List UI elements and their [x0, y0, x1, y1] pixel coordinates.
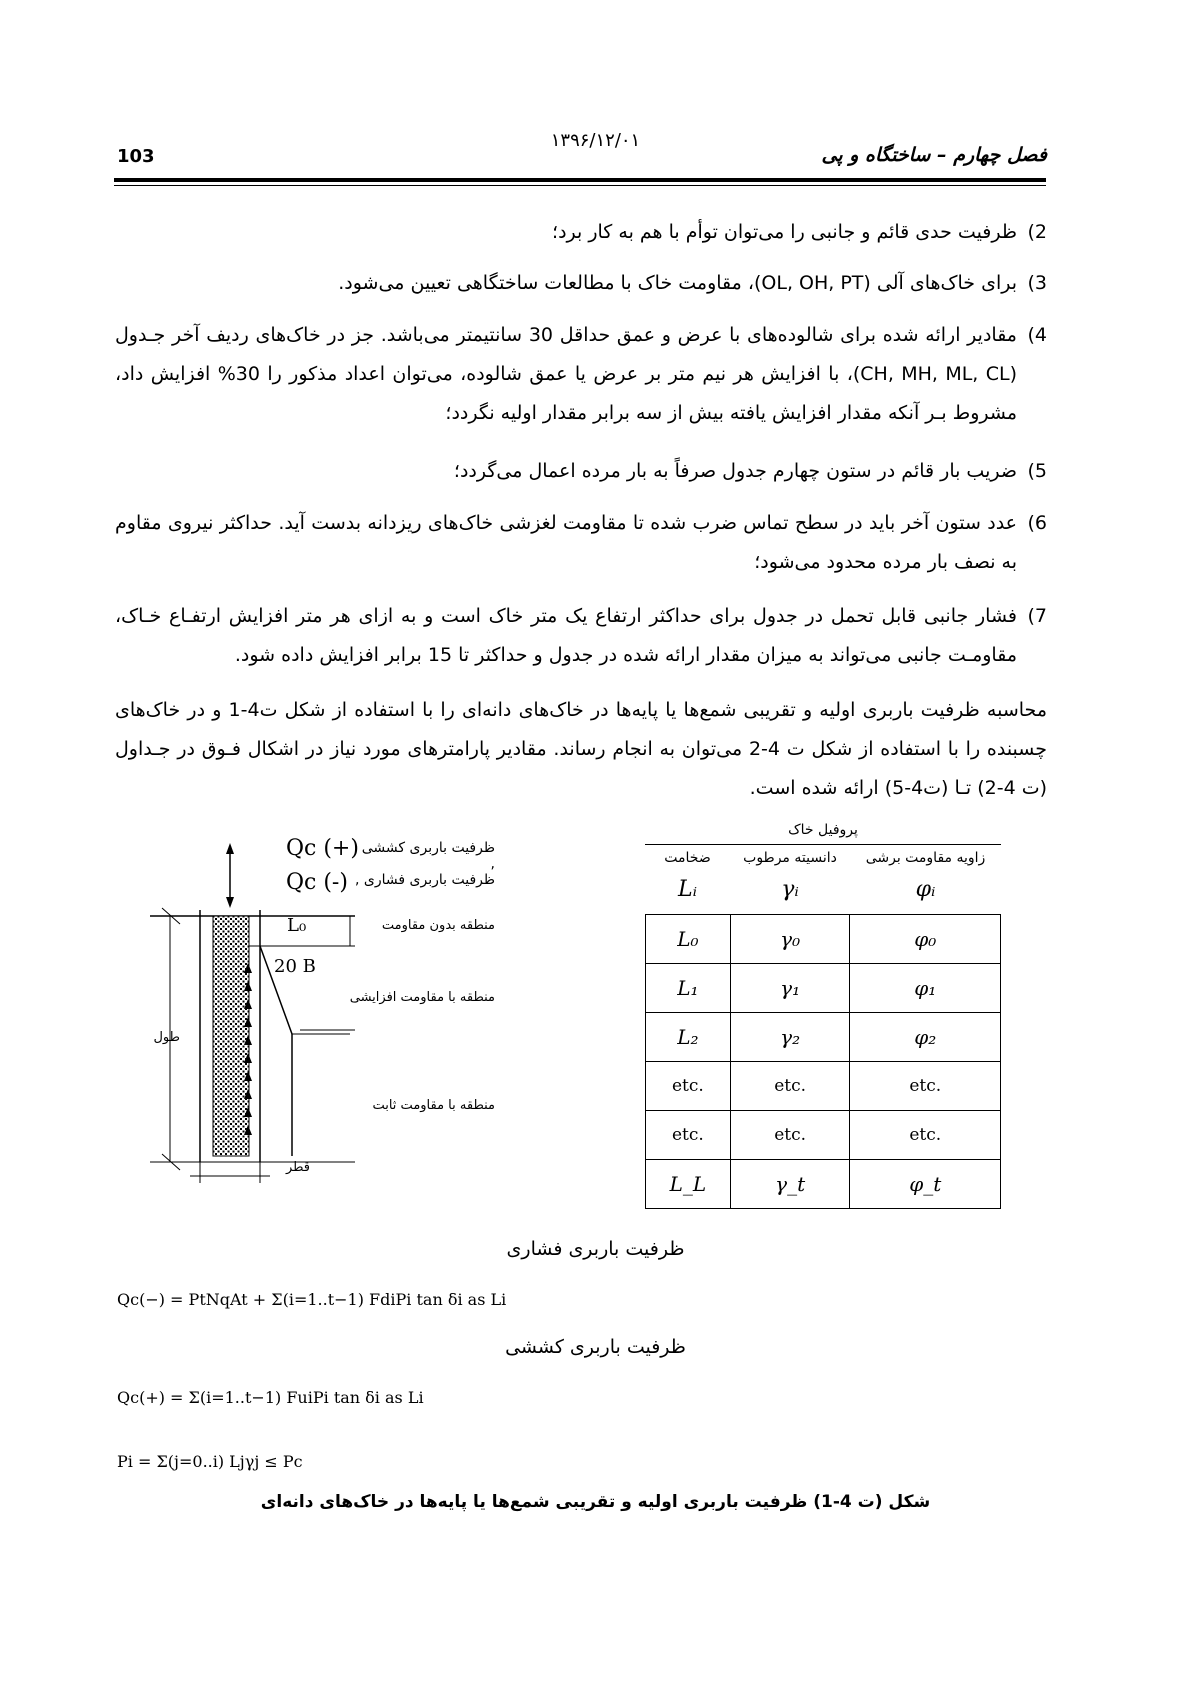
- table-cell: etc.: [850, 1062, 1001, 1111]
- note-number: 7): [1027, 605, 1047, 627]
- note-item: [115, 213, 1047, 252]
- chapter-title: فصل چهارم – ساختگاه و پی: [821, 144, 1047, 166]
- header-density: دانسیته مرطوب: [743, 850, 837, 866]
- header-rule-thin: [114, 185, 1046, 186]
- table-cell: L₀: [646, 915, 731, 964]
- note-number: 6): [1027, 512, 1047, 534]
- note-text: فشار جانبی قابل تحمل در جدول برای حداکثر ارتفاع یک متر خاک است و به ازای هر متر افزایش ارتفـاع خـاک، مقاومـت جانبی می‌تواند به میزان مقدار ارائه شده در جدول و حداکثر تا 15 برابر افزایش داده شود.: [115, 605, 1017, 666]
- note-text: ظرفیت حدی قائم و جانبی را می‌توان توأم با هم به کار برد؛: [552, 221, 1017, 243]
- header-friction-angle: زاویه مقاومت برشی: [865, 850, 986, 866]
- note-text: عدد ستون آخر باید در سطح تماس ضرب شده تا مقاومت لغزشی خاک‌های ریزدانه بدست آید. حداکثر نیروی مقاوم به نصف بار مرده محدود می‌شود؛: [115, 512, 1017, 573]
- note-item: [115, 452, 1047, 491]
- table-cell: L_L: [646, 1160, 731, 1209]
- zone-constant-label: منطقه با مقاومت ثابت: [372, 1098, 495, 1113]
- qc-plus-label: Qc (+): [286, 836, 359, 861]
- header-symbol: γᵢ: [781, 877, 799, 902]
- compression-capacity-label: ظرفیت باربری فشاری ,: [355, 872, 495, 888]
- table-cell: L₁: [646, 964, 731, 1013]
- table-cell: γ₀: [730, 915, 850, 964]
- tension-capacity-label: ظرفیت باربری کششی ,: [361, 840, 495, 872]
- header-rule-thick: [114, 178, 1046, 182]
- pile-diagram: [140, 838, 560, 1198]
- table-cell: γ₂: [730, 1013, 850, 1062]
- note-text: برای خاک‌های آلی (OL, OH, PT)، مقاومت خاک با مطالعات ساختگاهی تعیین می‌شود.: [338, 272, 1017, 294]
- table-cell: γ_t: [730, 1160, 850, 1209]
- table-cell: etc.: [850, 1111, 1001, 1160]
- table-cell: etc.: [646, 1062, 731, 1111]
- page-date: ۱۳۹۶/۱۲/۰۱: [550, 130, 641, 151]
- table-title: پروفیل خاک: [788, 822, 858, 838]
- body-paragraph: محاسبه ظرفیت باربری اولیه و تقریبی شمع‌ها یا پایه‌ها در خاک‌های دانه‌ای را با استفاده از شکل ت4-1 و در خاک‌های چسبنده را با استفاده از شکل ت 4-2 می‌توان به انجام رساند. مقادیر پارامترهای مورد نیاز در اشکال فـوق در جـداول (ت 4-2) تـا (ت4-5) ارائه شده است.: [115, 699, 1047, 799]
- table-row: [646, 1160, 1001, 1209]
- compression-formula: Qc(−) = PtNqAt + Σ(i=1..t−1) FdiPi tan δi as Li: [117, 1290, 507, 1309]
- header-symbol: Lᵢ: [677, 877, 698, 902]
- pressure-formula: Pi = Σ(j=0..i) Ljγj ≤ Pc: [117, 1452, 303, 1471]
- note-item: [115, 264, 1047, 303]
- note-item: [115, 504, 1047, 582]
- table-cell: etc.: [646, 1111, 731, 1160]
- figure-caption: شکل (ت 4-1) ظرفیت باربری اولیه و تقریبی شمع‌ها یا پایه‌ها در خاک‌های دانه‌ای: [260, 1492, 931, 1512]
- length-label: طول: [153, 1030, 180, 1045]
- l0-label: L₀: [287, 915, 307, 936]
- table-cell: φ_t: [850, 1160, 1001, 1209]
- table-cell: γ₁: [730, 964, 850, 1013]
- table-cell: φ₁: [850, 964, 1001, 1013]
- note-item: [115, 597, 1047, 675]
- table-row: [646, 915, 1001, 964]
- zone-increasing-label: منطقه با مقاومت افزایشی: [349, 990, 495, 1005]
- table-cell: etc.: [730, 1111, 850, 1160]
- table-row: [646, 1013, 1001, 1062]
- note-item: [115, 316, 1047, 433]
- page-number: 103: [117, 146, 155, 167]
- note-number: 2): [1027, 221, 1047, 243]
- table-cell: φ₂: [850, 1013, 1001, 1062]
- zone-no-resistance-label: منطقه بدون مقاومت: [381, 918, 495, 933]
- note-number: 4): [1027, 324, 1047, 346]
- table-row: [646, 964, 1001, 1013]
- note-number: 3): [1027, 272, 1047, 294]
- tension-formula: Qc(+) = Σ(i=1..t−1) FuiPi tan δi as Li: [117, 1388, 424, 1407]
- diameter-label: قطر: [285, 1160, 310, 1175]
- qc-minus-label: Qc (-): [286, 870, 348, 895]
- header-symbol: φᵢ: [915, 877, 936, 902]
- table-cell: L₂: [646, 1013, 731, 1062]
- table-row: [646, 1111, 1001, 1160]
- depth-20b-label: 20 B: [274, 956, 316, 977]
- header-thickness: ضخامت: [664, 850, 711, 866]
- note-text: مقادیر ارائه شده برای شالوده‌های با عرض و عمق حداقل 30 سانتیمتر می‌باشد. جز در خاک‌های ردیف آخر جـدول (CH, MH, ML, CL)، با افزایش هر نیم متر بر عرض یا عمق شالوده، می‌توان اعداد مذکور را 30% افزایش داد، مشروط بـر آنکه مقدار افزایش یافته بیش از سه برابر مقدار اولیه نگردد؛: [115, 324, 1017, 424]
- note-number: 5): [1027, 460, 1047, 482]
- table-row: [646, 1062, 1001, 1111]
- tension-formula-title: ظرفیت باربری کششی: [505, 1336, 686, 1358]
- table-cell: etc.: [730, 1062, 850, 1111]
- note-text: ضریب بار قائم در ستون چهارم جدول صرفاً به بار مرده اعمال می‌گردد؛: [453, 460, 1017, 482]
- compression-formula-title: ظرفیت باربری فشاری: [506, 1238, 685, 1260]
- table-cell: φ₀: [850, 915, 1001, 964]
